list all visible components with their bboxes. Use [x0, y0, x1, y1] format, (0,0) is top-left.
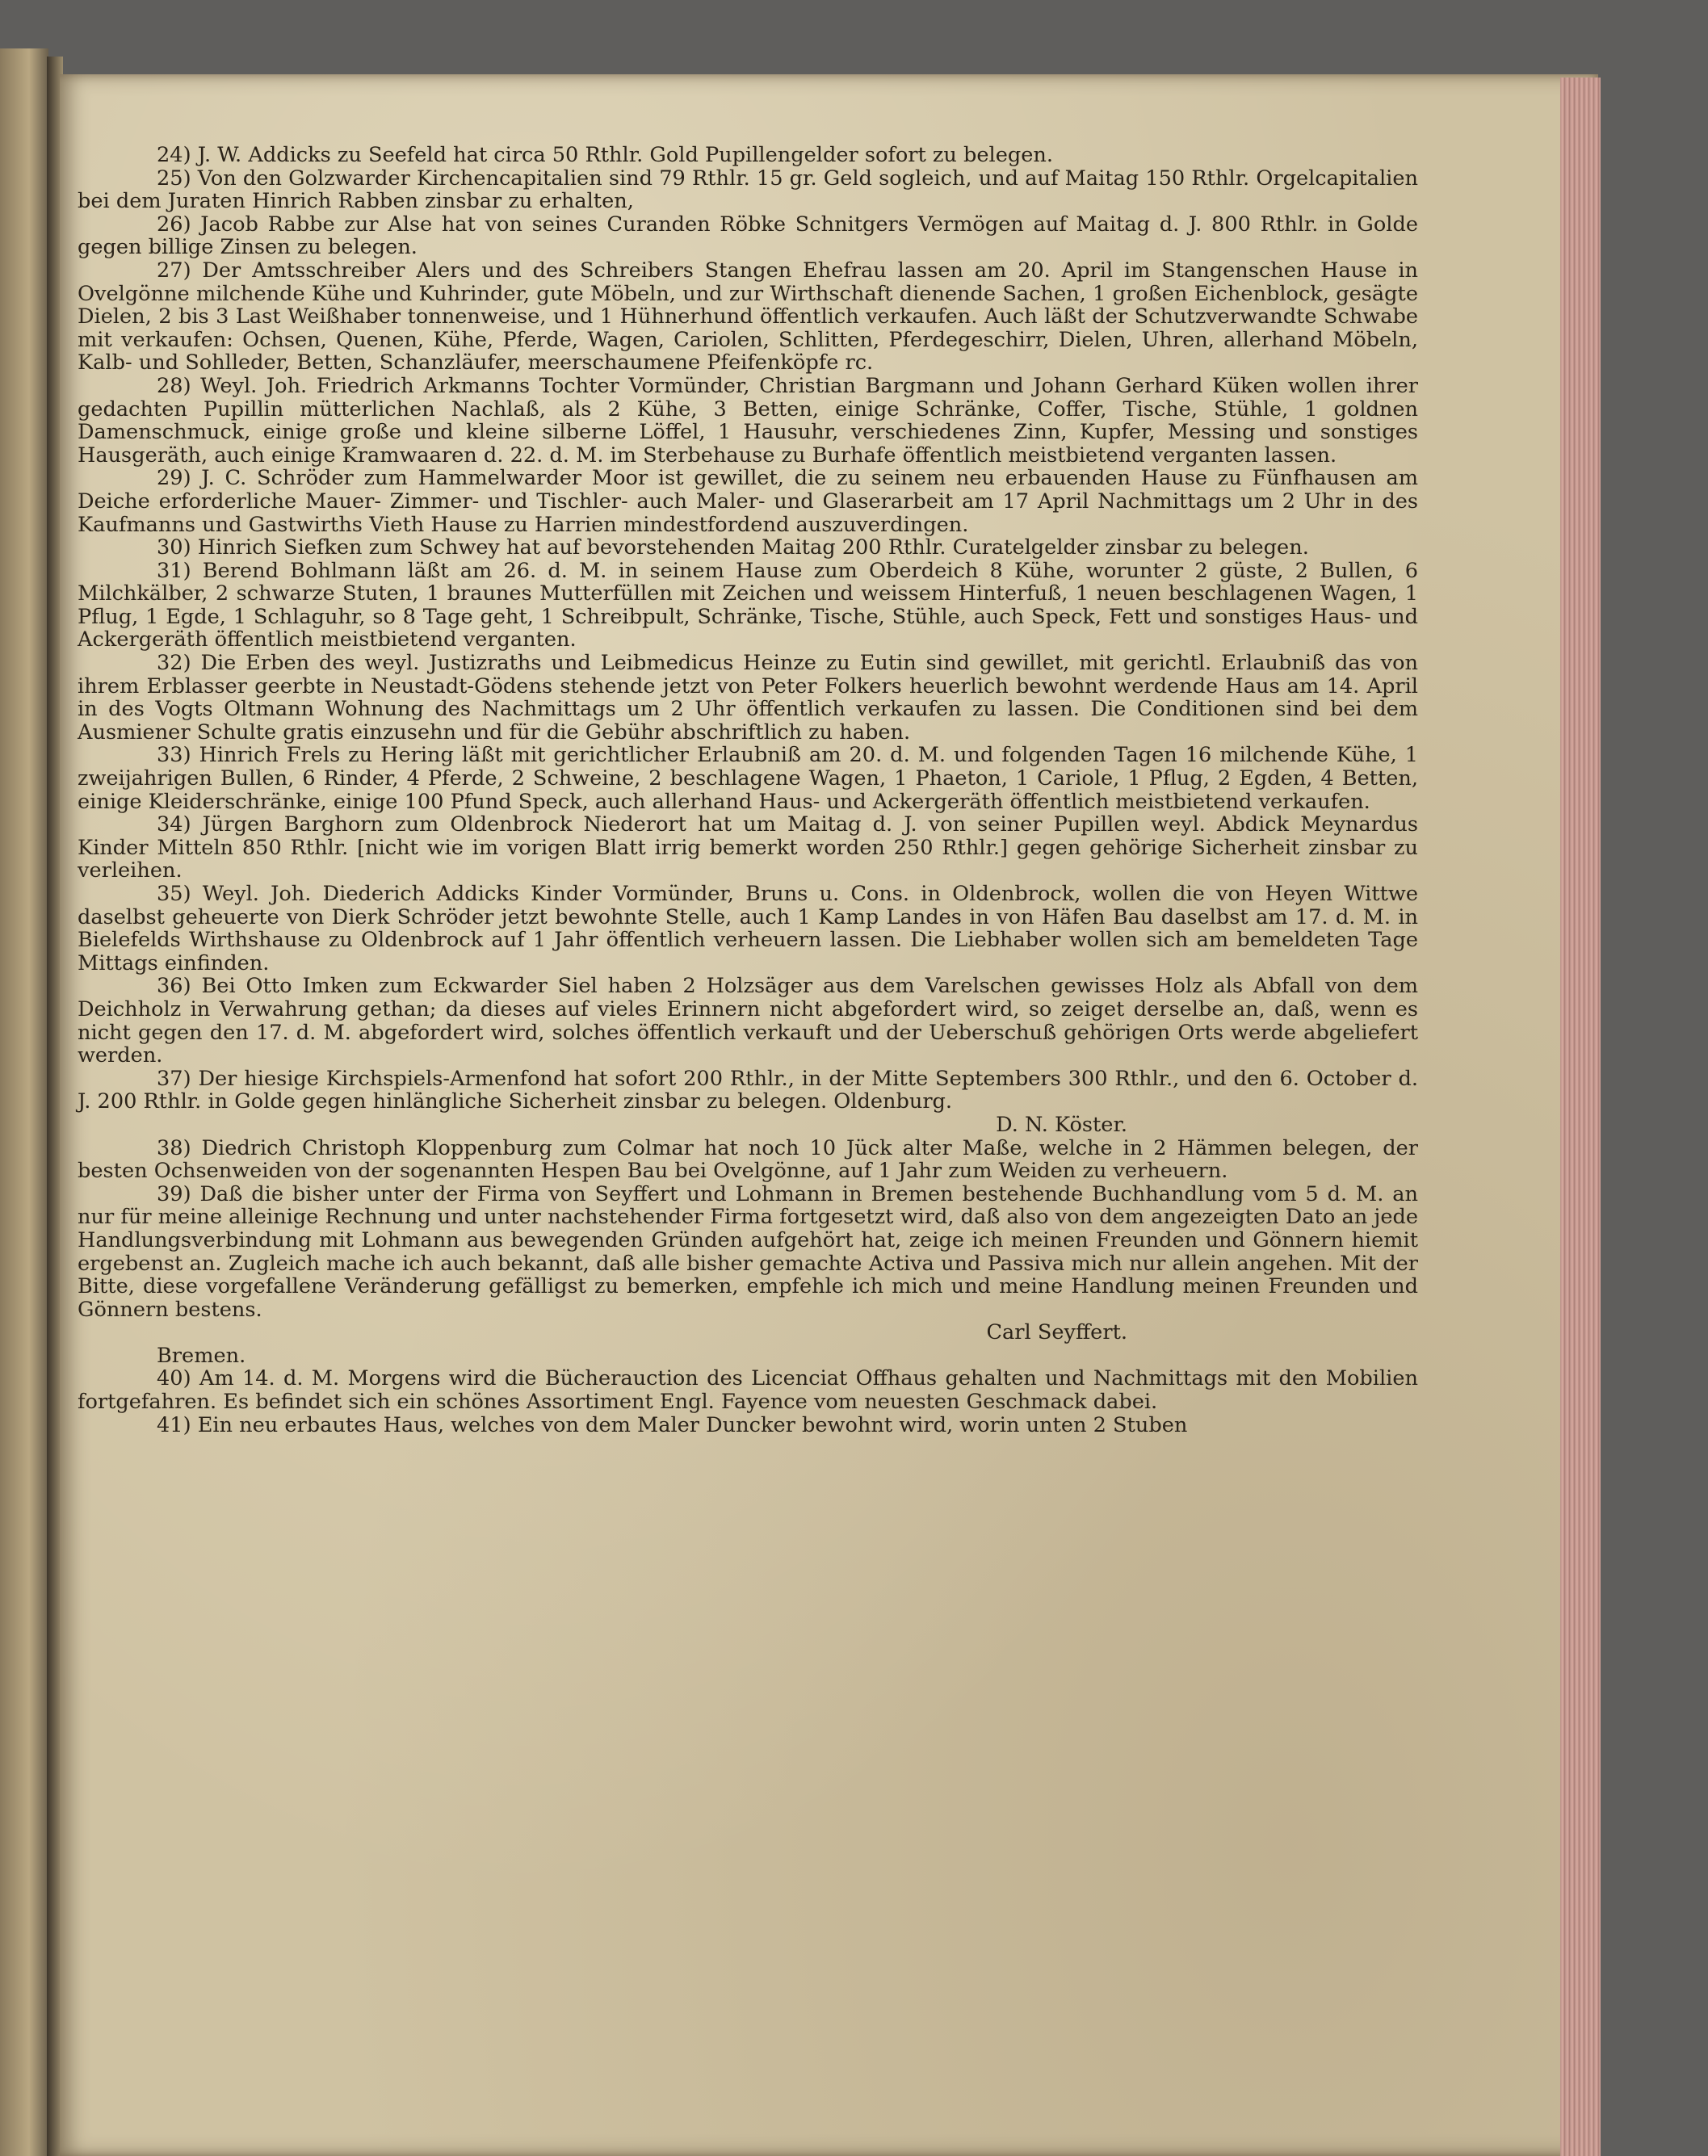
entry-29: 29) J. C. Schröder zum Hammelwarder Moor ist gewillet, die zu seinem neu erbauenden Hause zu Fünfhausen am Deiche erforderliche Mauer- Zimmer- und Tischler- auch Maler- und Glaserarbeit am 17 April Nachmittags um 2 Uhr in des Kaufmanns und Gastwirths Vieth Hause zu Harrien mindestfordend auszuverdingen.	[78, 466, 1418, 537]
entry-28: 28) Weyl. Joh. Friedrich Arkmanns Tochter Vormünder, Christian Bargmann und Johann Gerhard Küken wollen ihrer gedachten Pupillin mütterlichen Nachlaß, als 2 Kühe, 3 Betten, einige Schränke, Coffer, Tische, Stühle, 1 goldnen Damenschmuck, einige große und kleine silberne Löffel, 1 Hausuhr, verschiedenes Zinn, Kupfer, Messing und sonstiges Hausgeräth, auch einige Kramwaaren d. 22. d. M. im Sterbehause zu Burhafe öffentlich meistbietend verganten lassen.	[78, 373, 1418, 468]
entry-39: 39) Daß die bisher unter der Firma von Seyffert und Lohmann in Bremen bestehende Buchhandlung vom 5 d. M. an nur für meine alleinige Rechnung und unter nachstehender Firma fortgesetzt wird, daß also von dem angezeigten Dato an jede Handlungsverbindung mit Lohmann aus bewegenden Gründen aufgehört hat, zeige ich meinen Freunden und Gönnern hiemit ergebenst an. Zugleich mache ich auch bekannt, daß alle bisher gemachte Activa und Passiva mich nur allein angehen. Mit der Bitte, diese vorgefallene Veränderung gefälligst zu bemerken, empfehle ich mich und meine Handlung meinen Freunden und Gönnern bestens.	[78, 1181, 1418, 1322]
signature-39: Carl Seyffert.	[986, 1320, 1127, 1345]
entry-38: 38) Diedrich Christoph Kloppenburg zum Colmar hat noch 10 Jück alter Maße, welche in 2 Hämmen belegen, der besten Ochsenweiden von der sogenannten Hespen Bau bei Ovelgönne, auf 1 Jahr zum Weiden zu verheuern.	[78, 1135, 1418, 1184]
entry-37: 37) Der hiesige Kirchspiels-Armenfond hat sofort 200 Rthlr., in der Mitte Septembers 300 Rthlr., und den 6. October d. J. 200 Rthlr. in Golde gegen hinlängliche Sicherheit zinsbar zu belegen. Oldenburg.	[78, 1066, 1418, 1114]
entry-34: 34) Jürgen Barghorn zum Oldenbrock Niederort hat um Maitag d. J. von seiner Pupillen weyl. Abdick Meynardus Kinder Mitteln 850 Rthlr. [nicht wie im vorigen Blatt irrig bemerkt worden 250 Rthlr.] gegen gehörige Sicherheit zinsbar zu verleihen.	[78, 812, 1418, 883]
entry-35: 35) Weyl. Joh. Diederich Addicks Kinder Vormünder, Bruns u. Cons. in Oldenbrock, wollen die von Heyen Wittwe daselbst geheuerte von Dierk Schröder jetzt bewohnte Stelle, auch 1 Kamp Landes in von Häfen Bau daselbst am 17. d. M. in Bielefelds Wirthshause zu Oldenbrock auf 1 Jahr öffentlich verheuern lassen. Die Liebhaber wollen sich am bemeldeten Tage Mittags einfinden.	[78, 882, 1418, 975]
entry-31: 31) Berend Bohlmann läßt am 26. d. M. in seinem Hause zum Oberdeich 8 Kühe, worunter 2 güste, 2 Bullen, 6 Milchkälber, 2 schwarze Stuten, 1 braunes Mutterfüllen mit Zeichen und weissem Hinterfuß, 1 neuen beschlagenen Wagen, 1 Pflug, 1 Egde, 1 Schlaguhr, so 8 Tage geht, 1 Schreibpult, Schränke, Tische, Stühle, auch Speck, Fett und sonstiges Haus- und Ackergeräth öffentlich meistbietend verganten.	[78, 558, 1418, 652]
announcements-text-block	[78, 144, 1418, 1437]
entry-41: 41) Ein neu erbautes Haus, welches von dem Maler Duncker bewohnt wird, worin unten 2 Stuben	[157, 1412, 1188, 1437]
entry-40: 40) Am 14. d. M. Morgens wird die Bücherauction des Licenciat Offhaus gehalten und Nachmittags mit den Mobilien fortgefahren. Es befindet sich ein schönes Assortiment Engl. Fayence vom neuesten Geschmack dabei.	[78, 1366, 1418, 1415]
entry-26: 26) Jacob Rabbe zur Alse hat von seines Curanden Röbke Schnitgers Vermögen auf Maitag d. J. 800 Rthlr. in Golde gegen billige Zinsen zu belegen.	[78, 212, 1418, 260]
left-page-edge	[0, 48, 48, 2156]
entry-25: 25) Von den Golzwarder Kirchencapitalien sind 79 Rthlr. 15 gr. Geld sogleich, und auf Maitag 150 Rthlr. Orgelcapitalien bei dem Juraten Hinrich Rabben zinsbar zu erhalten,	[78, 166, 1418, 214]
signature-37: D. N. Köster.	[996, 1112, 1127, 1137]
page-edge-stack	[1560, 78, 1601, 2156]
entry-27: 27) Der Amtsschreiber Alers und des Schreibers Stangen Ehefrau lassen am 20. April im Stangenschen Hause in Ovelgönne milchende Kühe und Kuhrinder, gute Möbeln, und zur Wirthschaft dienende Sachen, 1 großen Eichenblock, gesägte Dielen, 2 bis 3 Last Weißhaber tonnenweise, und 1 Hühnerhund öffentlich verkaufen. Auch läßt der Schutzverwandte Schwabe mit verkaufen: Ochsen, Quenen, Kühe, Pferde, Wagen, Cariolen, Schlitten, Pferdegeschirr, Dielen, Uhren, allerhand Möbeln, Kalb- und Sohlleder, Betten, Schanzläufer, meerschaumene Pfeifenköpfe rc.	[78, 258, 1418, 375]
place-39: Bremen.	[157, 1343, 246, 1368]
entry-36: 36) Bei Otto Imken zum Eckwarder Siel haben 2 Holzsäger aus dem Varelschen gewisses Holz als Abfall von dem Deichholz in Verwahrung gethan; da dieses auf vieles Erinnern nicht abgefordert wird, so zeiget derselbe an, daß, wenn es nicht gegen den 17. d. M. abgefordert wird, solches öffentlich verkauft und der Ueberschuß gehörigen Orts werde abgeliefert werden.	[78, 974, 1418, 1068]
entry-24: 24) J. W. Addicks zu Seefeld hat circa 50 Rthlr. Gold Pupillengelder sofort zu belegen.	[157, 143, 1054, 167]
entry-32: 32) Die Erben des weyl. Justizraths und Leibmedicus Heinze zu Eutin sind gewillet, mit gerichtl. Erlaubniß das von ihrem Erblasser geerbte in Neustadt-Gödens stehende jetzt von Peter Folkers heuerlich bewohnt werdende Haus am 14. April in des Vogts Oltmann Wohnung des Nachmittags um 2 Uhr öffentlich verkaufen zu lassen. Die Conditionen sind bei dem Ausmiener Schulte gratis einzusehn und für die Gebühr abschriftlich zu haben.	[78, 651, 1418, 745]
entry-30: 30) Hinrich Siefken zum Schwey hat auf bevorstehenden Maitag 200 Rthlr. Curatelgelder zinsbar zu belegen.	[157, 535, 1309, 560]
entry-33: 33) Hinrich Frels zu Hering läßt mit gerichtlicher Erlaubniß am 20. d. M. und folgenden Tagen 16 milchende Kühe, 1 zweijahrigen Bullen, 6 Rinder, 4 Pferde, 2 Schweine, 2 beschlagene Wagen, 1 Phaeton, 1 Cariole, 1 Pflug, 2 Egden, 4 Betten, einige Kleiderschränke, einige 100 Pfund Speck, auch allerhand Haus- und Ackergeräth öffentlich meistbietend verkaufen.	[78, 743, 1418, 814]
